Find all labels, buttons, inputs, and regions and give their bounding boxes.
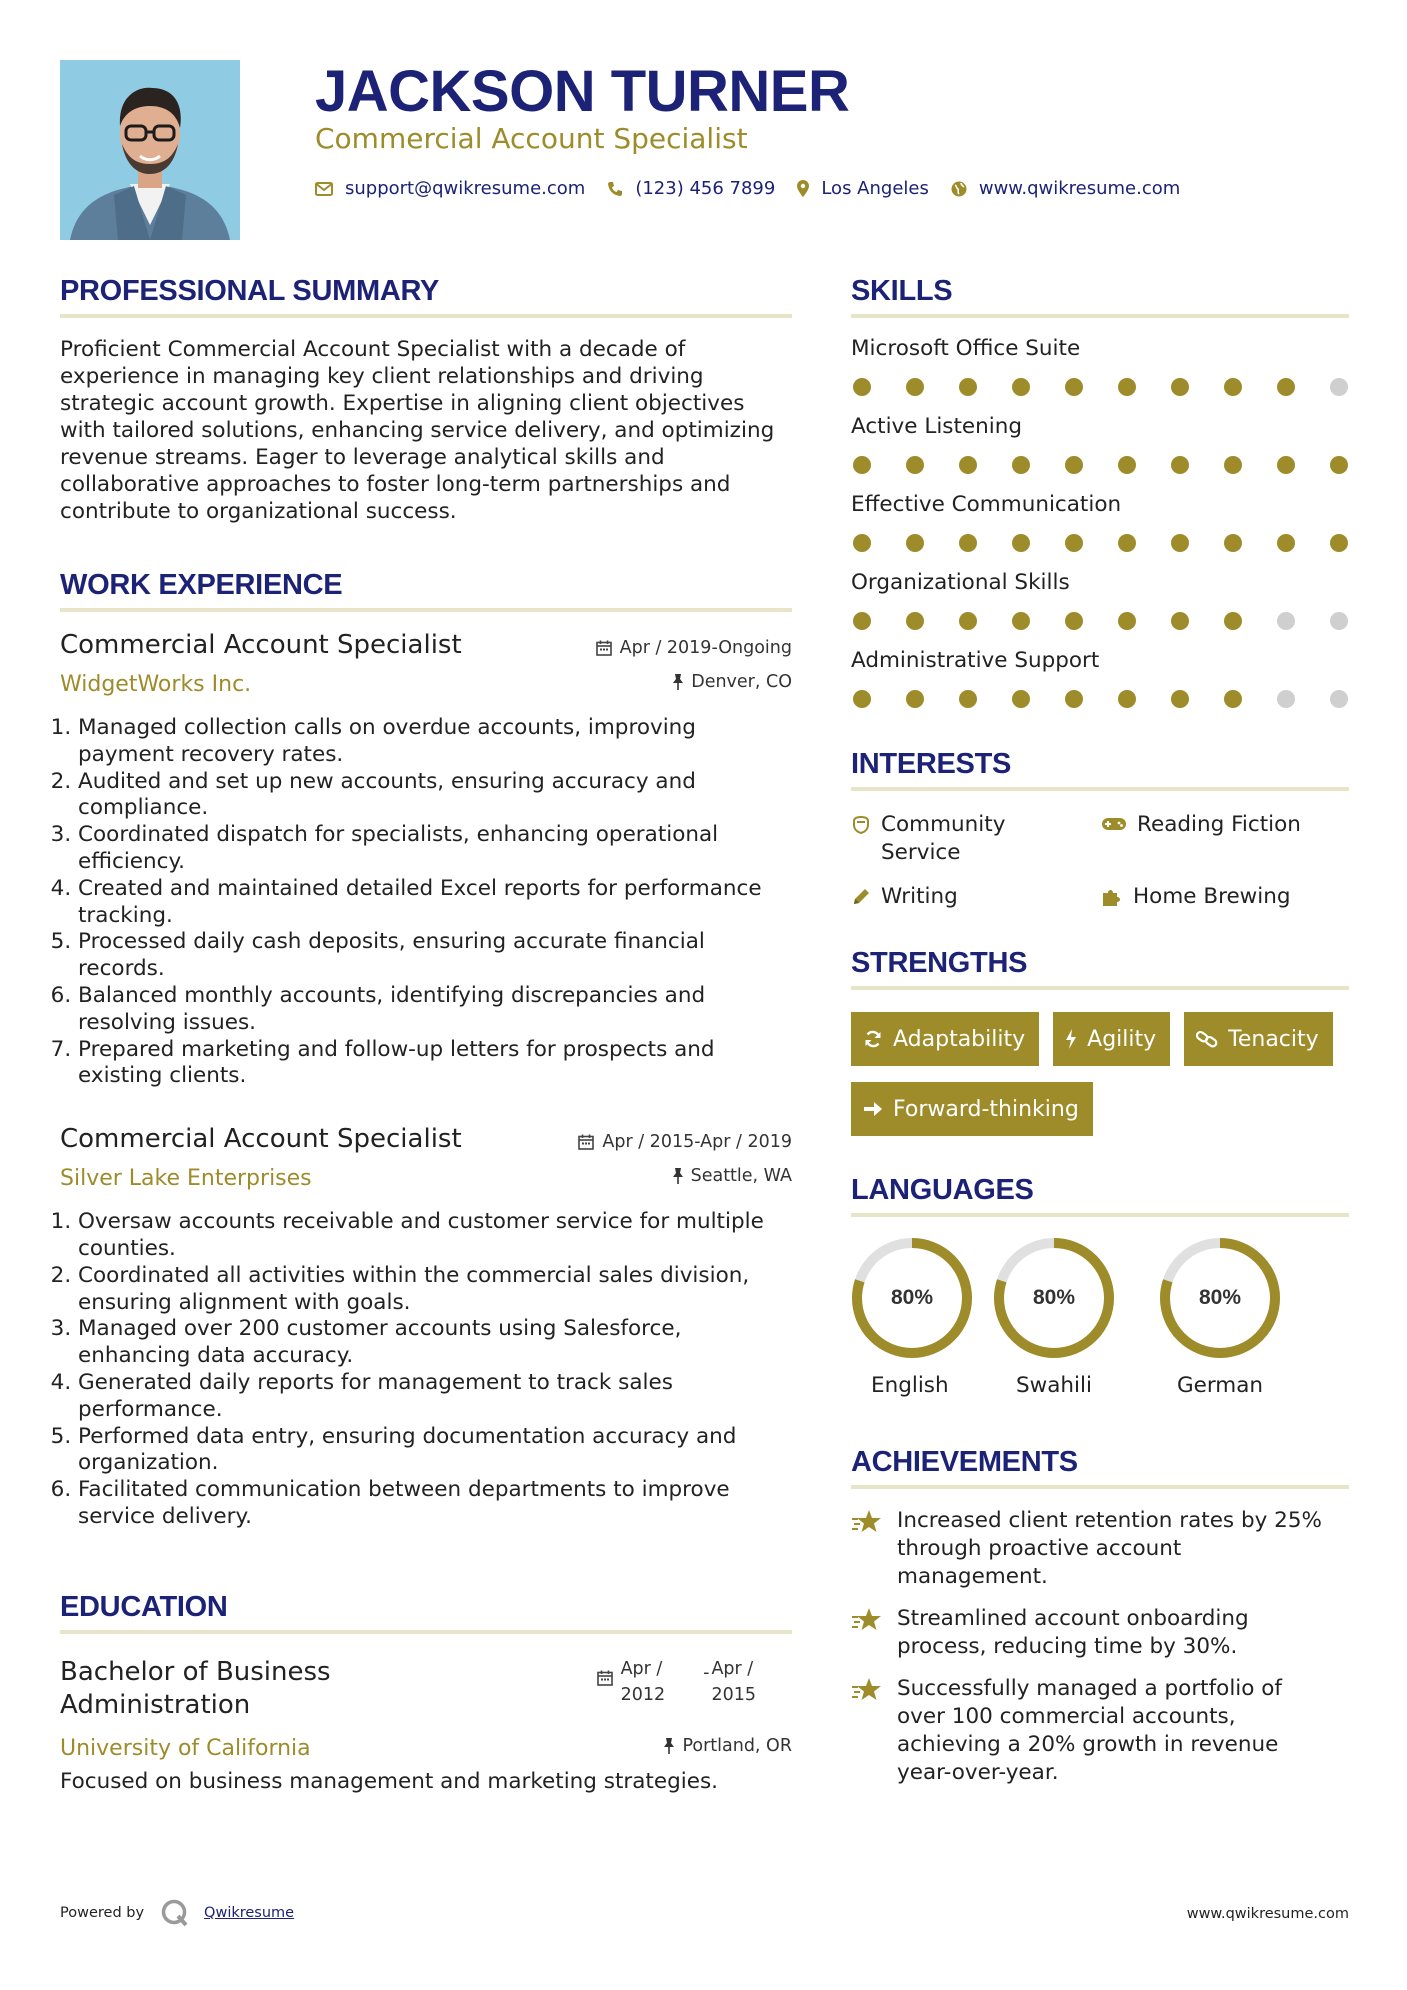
left-column bbox=[60, 275, 792, 1794]
rating-dot-filled bbox=[1065, 378, 1083, 396]
language-ring bbox=[993, 1237, 1115, 1359]
skill-rating bbox=[851, 534, 1348, 552]
rating-dot-filled bbox=[1171, 534, 1189, 552]
rating-dot-filled bbox=[853, 612, 871, 630]
rating-dot-filled bbox=[1224, 690, 1242, 708]
rating-dot-filled bbox=[1012, 612, 1030, 630]
pushpin-icon bbox=[673, 1168, 683, 1184]
rating-dot-filled bbox=[959, 378, 977, 396]
duty-list bbox=[60, 1209, 792, 1531]
language-name: Swahili bbox=[1016, 1373, 1092, 1398]
achievement-line: management. bbox=[897, 1564, 1048, 1589]
profile-photo bbox=[60, 60, 240, 240]
footer-website[interactable]: www.qwikresume.com bbox=[1186, 1906, 1349, 1922]
job-location bbox=[673, 1166, 792, 1186]
interest-label: Writing bbox=[881, 884, 958, 909]
job-entry-2 bbox=[60, 1124, 792, 1531]
interest-item bbox=[1101, 883, 1349, 911]
duty-item: 4. Generated daily reports for management to track sales performance. bbox=[78, 1370, 792, 1424]
pushpin-icon bbox=[664, 1738, 674, 1754]
achievement-line: Successfully managed a portfolio of bbox=[897, 1676, 1282, 1701]
rating-dot-filled bbox=[1065, 612, 1083, 630]
strength-tag bbox=[851, 1082, 1093, 1136]
rating-dot-filled bbox=[1118, 534, 1136, 552]
rating-dot-filled bbox=[959, 690, 977, 708]
puzzle-icon bbox=[1101, 887, 1123, 907]
start-year: 2012 bbox=[620, 1684, 666, 1705]
duty-item: 4. Created and maintained detailed Excel reports for performance tracking. bbox=[78, 876, 792, 930]
skill-item bbox=[851, 570, 1349, 630]
skill-name: Effective Communication bbox=[851, 492, 1122, 517]
duty-item: 2. Audited and set up new accounts, ensuring accuracy and compliance. bbox=[78, 769, 792, 823]
rating-dot-filled bbox=[1330, 456, 1348, 474]
skill-item bbox=[851, 648, 1349, 708]
rating-dot-filled bbox=[1012, 456, 1030, 474]
achievement-line: Streamlined account onboarding bbox=[897, 1606, 1249, 1631]
job-entry-1 bbox=[60, 630, 792, 1090]
refresh-icon bbox=[863, 1029, 883, 1049]
rating-dot-filled bbox=[1171, 612, 1189, 630]
duty-item: 6. Balanced monthly accounts, identifying discrepancies and resolving issues. bbox=[78, 983, 792, 1037]
job-location bbox=[673, 672, 792, 692]
duty-item: 2. Coordinated all activities within the commercial sales division, ensuring alignment with goals. bbox=[78, 1263, 792, 1317]
rating-dot-filled bbox=[1277, 378, 1295, 396]
rating-dot-filled bbox=[959, 612, 977, 630]
pencil-icon bbox=[851, 887, 871, 907]
duty-item: 6. Facilitated communication between departments to improve service delivery. bbox=[78, 1477, 792, 1531]
rating-dot-filled bbox=[1330, 534, 1348, 552]
duty-list bbox=[60, 715, 792, 1090]
phone-text: (123) 456 7899 bbox=[635, 178, 776, 199]
achievement-item bbox=[851, 1507, 1349, 1591]
rating-dot-filled bbox=[1224, 378, 1242, 396]
rating-dot-filled bbox=[1118, 612, 1136, 630]
interest-label: Community bbox=[881, 812, 1006, 837]
rating-dot-filled bbox=[1065, 690, 1083, 708]
footer-powered-by bbox=[60, 1898, 294, 1928]
job-dates-text: Apr / 2019-Ongoing bbox=[619, 638, 792, 658]
rating-dot-empty bbox=[1330, 378, 1348, 396]
rating-dot-filled bbox=[959, 534, 977, 552]
strength-tag bbox=[1184, 1012, 1333, 1066]
end-year: 2015 bbox=[711, 1684, 756, 1705]
language-ring bbox=[1159, 1237, 1281, 1359]
interest-item bbox=[851, 811, 1101, 867]
section-heading-strengths: STRENGTHS bbox=[851, 947, 1349, 990]
rating-dot-filled bbox=[1277, 534, 1295, 552]
language-percent: 80% bbox=[1198, 1286, 1242, 1309]
company-name: WidgetWorks Inc. bbox=[60, 672, 252, 697]
job-dates bbox=[596, 638, 792, 658]
summary-text: Proficient Commercial Account Specialist with a decade of experience in managing key client relationships and driving strategic account growth. Expertise in aligning client objectives with tailored solutions, enhancing service delivery, and optimizing revenue streams. Eager to leverage analytical skills and collaborative approaches to foster long-term partnerships and contribute to organizational success. bbox=[60, 337, 775, 524]
rating-dot-filled bbox=[906, 456, 924, 474]
interest-item bbox=[1101, 811, 1349, 867]
rating-dot-empty bbox=[1330, 612, 1348, 630]
calendar-icon bbox=[596, 640, 612, 656]
contact-website[interactable] bbox=[951, 178, 1180, 199]
star-award-icon bbox=[851, 1607, 883, 1633]
rating-dot-filled bbox=[1224, 612, 1242, 630]
degree-line: Bachelor of Business bbox=[60, 1656, 331, 1687]
education-entry bbox=[60, 1656, 792, 1794]
candidate-name: JACKSON TURNER bbox=[315, 59, 850, 124]
rating-dot-filled bbox=[1171, 378, 1189, 396]
envelope-icon bbox=[315, 182, 333, 196]
section-heading-education: EDUCATION bbox=[60, 1591, 792, 1634]
rating-dot-filled bbox=[853, 456, 871, 474]
calendar-icon bbox=[597, 1670, 613, 1686]
rating-dot-filled bbox=[906, 378, 924, 396]
rating-dot-filled bbox=[1171, 690, 1189, 708]
community-icon bbox=[851, 815, 871, 835]
strengths-list bbox=[851, 1012, 1349, 1136]
achievement-item bbox=[851, 1675, 1349, 1787]
skill-rating bbox=[851, 378, 1348, 396]
skill-rating bbox=[851, 690, 1348, 708]
skills-list bbox=[851, 336, 1349, 708]
skill-rating bbox=[851, 456, 1348, 474]
interest-label: Service bbox=[881, 840, 961, 865]
contact-email[interactable] bbox=[315, 178, 585, 199]
rating-dot-filled bbox=[1012, 534, 1030, 552]
achievement-item bbox=[851, 1605, 1349, 1661]
section-heading-experience: WORK EXPERIENCE bbox=[60, 569, 792, 612]
achievement-line: process, reducing time by 30%. bbox=[897, 1634, 1238, 1659]
right-column bbox=[851, 275, 1349, 1801]
language-name: German bbox=[1176, 1373, 1264, 1398]
job-dates-text: Apr / 2015-Apr / 2019 bbox=[602, 1132, 792, 1153]
rating-dot-empty bbox=[1277, 612, 1295, 630]
languages-list bbox=[851, 1237, 1349, 1398]
skill-name: Organizational Skills bbox=[851, 570, 1070, 595]
skill-item bbox=[851, 336, 1349, 396]
map-pin-icon bbox=[797, 180, 809, 197]
rating-dot-filled bbox=[1012, 378, 1030, 396]
rating-dot-filled bbox=[1171, 456, 1189, 474]
company-name: Silver Lake Enterprises bbox=[60, 1166, 312, 1192]
duty-item: 5. Performed data entry, ensuring documentation accuracy and organization. bbox=[78, 1424, 792, 1478]
section-heading-achievements: ACHIEVEMENTS bbox=[851, 1446, 1349, 1489]
duty-item: 3. Coordinated dispatch for specialists, enhancing operational efficiency. bbox=[78, 822, 792, 876]
language-item bbox=[971, 1237, 1137, 1398]
achievement-line: Increased client retention rates by 25% bbox=[897, 1508, 1322, 1533]
job-dates bbox=[578, 1132, 792, 1152]
rating-dot-filled bbox=[1065, 456, 1083, 474]
language-ring bbox=[851, 1237, 973, 1359]
rating-dot-empty bbox=[1330, 690, 1348, 708]
arrow-right-icon bbox=[863, 1100, 883, 1118]
duty-item: 1. Managed collection calls on overdue accounts, improving payment recovery rates. bbox=[78, 715, 792, 769]
rating-dot-filled bbox=[1224, 534, 1242, 552]
contact-bar bbox=[315, 178, 1202, 199]
end-month: Apr / bbox=[711, 1658, 754, 1679]
language-item bbox=[851, 1237, 971, 1398]
email-text: support@qwikresume.com bbox=[345, 178, 586, 199]
brand-link[interactable]: Qwikresume bbox=[204, 1905, 295, 1921]
rating-dot-filled bbox=[906, 534, 924, 552]
location-text: Los Angeles bbox=[821, 178, 929, 199]
contact-location bbox=[797, 178, 929, 199]
strength-label: Tenacity bbox=[1228, 1026, 1319, 1052]
rating-dot-filled bbox=[906, 690, 924, 708]
school-name: University of California bbox=[60, 1735, 311, 1761]
rating-dot-empty bbox=[1277, 690, 1295, 708]
interests-grid bbox=[851, 811, 1349, 911]
strength-tag bbox=[851, 1012, 1039, 1066]
language-name: English bbox=[871, 1373, 949, 1398]
duty-item: 5. Processed daily cash deposits, ensuring accurate financial records. bbox=[78, 929, 792, 983]
school-location-text: Portland, OR bbox=[682, 1735, 792, 1756]
rating-dot-filled bbox=[1277, 456, 1295, 474]
rating-dot-filled bbox=[853, 690, 871, 708]
rating-dot-filled bbox=[1118, 378, 1136, 396]
interest-item bbox=[851, 883, 1101, 911]
skill-item bbox=[851, 492, 1349, 552]
calendar-icon bbox=[578, 1134, 594, 1150]
section-heading-skills: SKILLS bbox=[851, 275, 1349, 318]
interest-label: Reading Fiction bbox=[1137, 812, 1301, 837]
skill-name: Administrative Support bbox=[851, 648, 1100, 673]
achievement-line: over 100 commercial accounts, bbox=[897, 1704, 1236, 1729]
achievement-line: achieving a 20% growth in revenue bbox=[897, 1732, 1279, 1757]
degree-line: Administration bbox=[60, 1689, 251, 1720]
star-award-icon bbox=[851, 1677, 883, 1703]
globe-icon bbox=[951, 181, 967, 197]
bolt-icon bbox=[1065, 1029, 1077, 1049]
skill-item bbox=[851, 414, 1349, 474]
achievements-list bbox=[851, 1507, 1349, 1787]
rating-dot-filled bbox=[1118, 690, 1136, 708]
powered-by-text: Powered by bbox=[60, 1905, 145, 1921]
qwikresume-logo-icon bbox=[160, 1898, 190, 1928]
strength-label: Adaptability bbox=[893, 1026, 1026, 1052]
rating-dot-filled bbox=[906, 612, 924, 630]
rating-dot-filled bbox=[1118, 456, 1136, 474]
skill-rating bbox=[851, 612, 1348, 630]
rating-dot-filled bbox=[853, 378, 871, 396]
website-text: www.qwikresume.com bbox=[978, 178, 1181, 199]
section-heading-languages: LANGUAGES bbox=[851, 1174, 1349, 1217]
rating-dot-filled bbox=[853, 534, 871, 552]
pushpin-icon bbox=[673, 674, 683, 690]
section-heading-interests: INTERESTS bbox=[851, 748, 1349, 791]
language-percent: 80% bbox=[890, 1286, 934, 1309]
strength-tag bbox=[1053, 1012, 1170, 1066]
strength-label: Forward-thinking bbox=[893, 1096, 1079, 1122]
candidate-title: Commercial Account Specialist bbox=[315, 122, 748, 155]
section-heading-summary: PROFESSIONAL SUMMARY bbox=[60, 275, 792, 318]
person-portrait-icon bbox=[60, 60, 240, 240]
interest-label: Home Brewing bbox=[1133, 884, 1291, 909]
job-title: Commercial Account Specialist bbox=[60, 1124, 462, 1155]
education-dates bbox=[597, 1656, 756, 1708]
duty-item: 1. Oversaw accounts receivable and customer service for multiple counties. bbox=[78, 1209, 792, 1263]
achievement-line: through proactive account bbox=[897, 1536, 1182, 1561]
start-month: Apr / bbox=[620, 1658, 663, 1679]
gamepad-icon bbox=[1101, 815, 1127, 833]
duty-item: 3. Managed over 200 customer accounts using Salesforce, enhancing data accuracy. bbox=[78, 1316, 792, 1370]
strength-label: Agility bbox=[1087, 1026, 1157, 1052]
link-icon bbox=[1196, 1029, 1218, 1049]
language-item bbox=[1137, 1237, 1303, 1398]
school-location bbox=[664, 1736, 792, 1756]
job-location-text: Seattle, WA bbox=[690, 1166, 792, 1187]
language-percent: 80% bbox=[1032, 1286, 1076, 1309]
skill-name: Microsoft Office Suite bbox=[851, 336, 1081, 361]
rating-dot-filled bbox=[1012, 690, 1030, 708]
job-title: Commercial Account Specialist bbox=[60, 630, 462, 660]
duty-item: 7. Prepared marketing and follow-up letters for prospects and existing clients. bbox=[78, 1037, 792, 1091]
phone-icon bbox=[607, 181, 623, 197]
contact-phone[interactable] bbox=[607, 178, 775, 199]
rating-dot-filled bbox=[1224, 456, 1242, 474]
rating-dot-filled bbox=[1065, 534, 1083, 552]
star-award-icon bbox=[851, 1509, 883, 1535]
job-location-text: Denver, CO bbox=[691, 672, 792, 692]
achievement-line: year-over-year. bbox=[897, 1760, 1059, 1785]
education-description: Focused on business management and marketing strategies. bbox=[60, 1768, 718, 1794]
degree-name bbox=[60, 1656, 331, 1722]
rating-dot-filled bbox=[959, 456, 977, 474]
skill-name: Active Listening bbox=[851, 414, 1023, 439]
date-dash: - bbox=[703, 1662, 710, 1683]
